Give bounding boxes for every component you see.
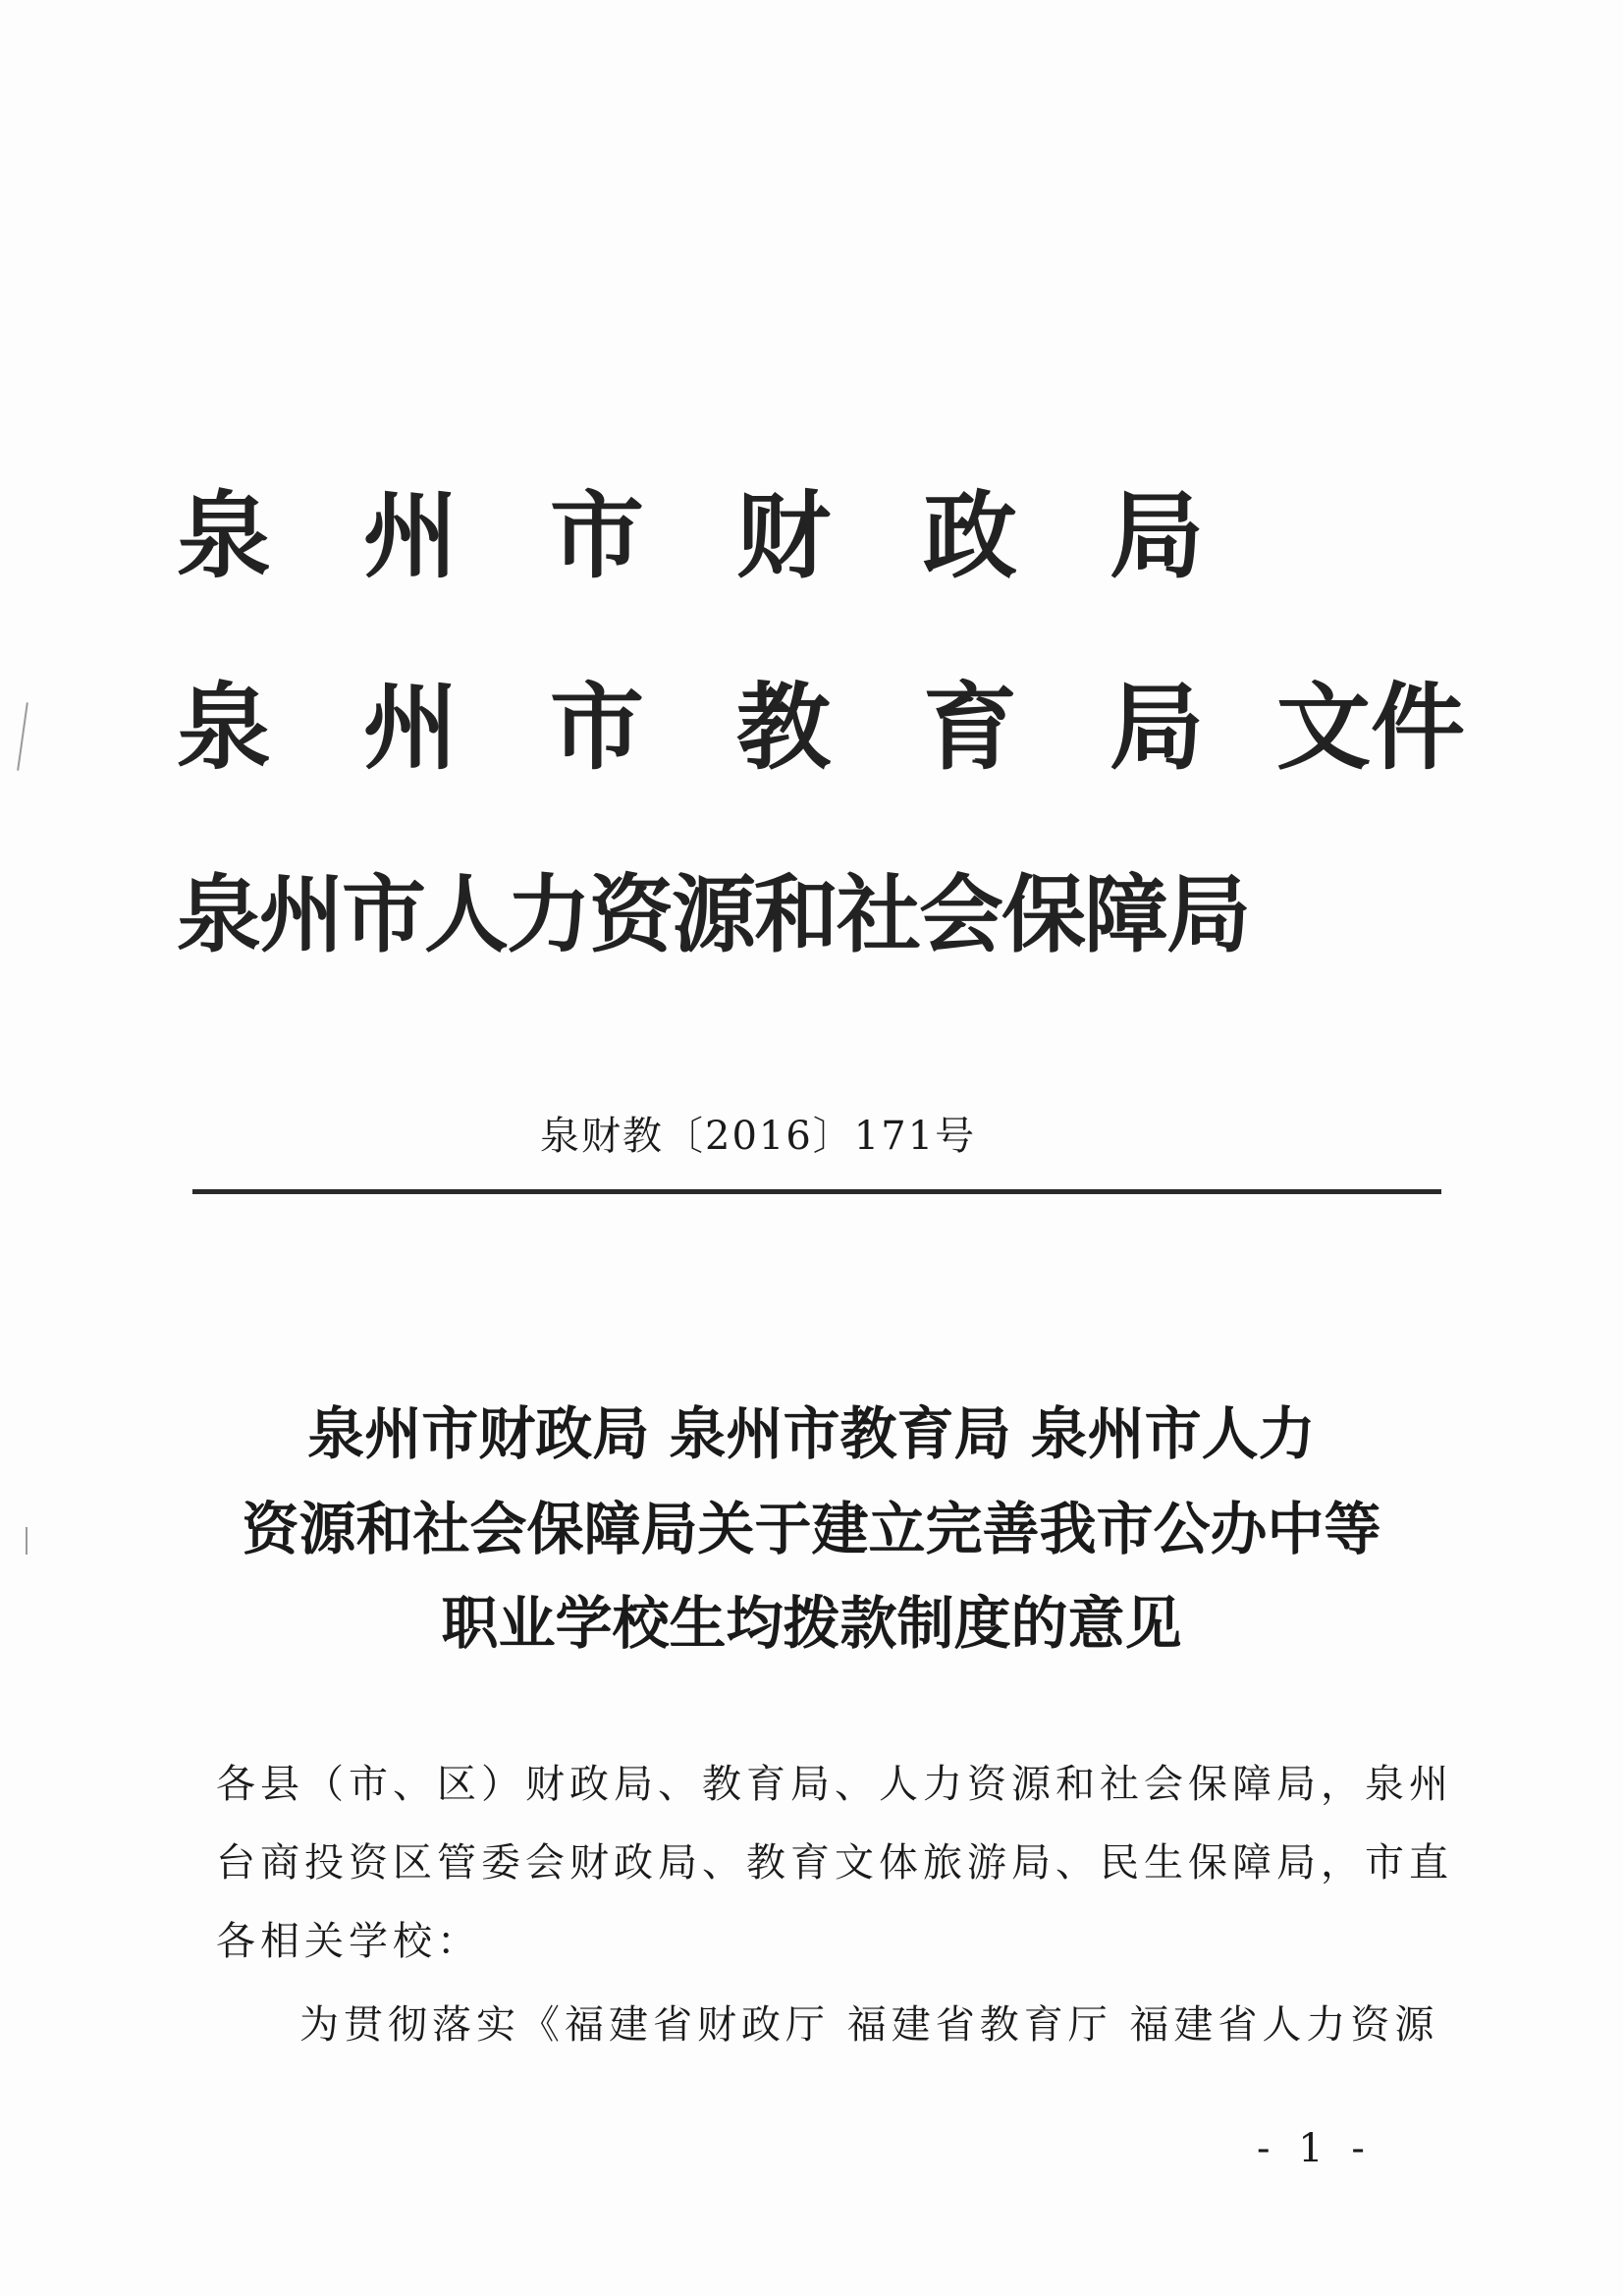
body-paragraph-line-1: 为贯彻落实《福建省财政厅 福建省教育厅 福建省人力资源 (299, 2002, 1439, 2048)
issuer-line-education (177, 653, 1473, 783)
document-title-line-2: 资源和社会保障局关于建立完善我市公办中等 (242, 1496, 1381, 1562)
issuer-line-finance (177, 462, 1257, 591)
issuer-char: 市 (550, 673, 644, 783)
issuer-char: 局 (1109, 673, 1204, 783)
issuer-char: 泉 (177, 481, 271, 591)
page-number: - 1 - (1257, 2126, 1373, 2171)
document-title-line-3: 职业学校生均拨款制度的意见 (441, 1590, 1182, 1657)
issuer-char: 育 (923, 673, 1017, 783)
addressee-line-1: 各县（市、区）财政局、教育局、人力资源和社会保障局，泉州 (216, 1762, 1453, 1807)
scan-artifact (26, 1527, 27, 1555)
document-number: 泉财教〔2016〕171号 (540, 1114, 977, 1159)
document-title-line-1: 泉州市财政局 泉州市教育局 泉州市人力 (307, 1400, 1316, 1467)
issuer-char: 文 (1276, 673, 1371, 783)
addressee-line-2: 台商投资区管委会财政局、教育文体旅游局、民生保障局，市直 (216, 1840, 1453, 1886)
addressee-line-3: 各相关学校： (216, 1919, 481, 1964)
issuer-char: 件 (1371, 673, 1465, 783)
issuer-char: 市 (550, 481, 644, 591)
issuer-line-hr: 泉州市人力资源和社会保障局 (177, 866, 1249, 964)
issuer-char: 州 (363, 673, 458, 783)
issuer-char: 州 (363, 481, 458, 591)
issuer-char: 泉 (177, 673, 271, 783)
issuer-char: 局 (1109, 481, 1204, 591)
issuer-char: 教 (736, 673, 831, 783)
scan-artifact (17, 702, 28, 771)
issuer-char: 财 (736, 481, 831, 591)
header-divider (192, 1189, 1441, 1194)
issuer-char: 政 (923, 481, 1017, 591)
